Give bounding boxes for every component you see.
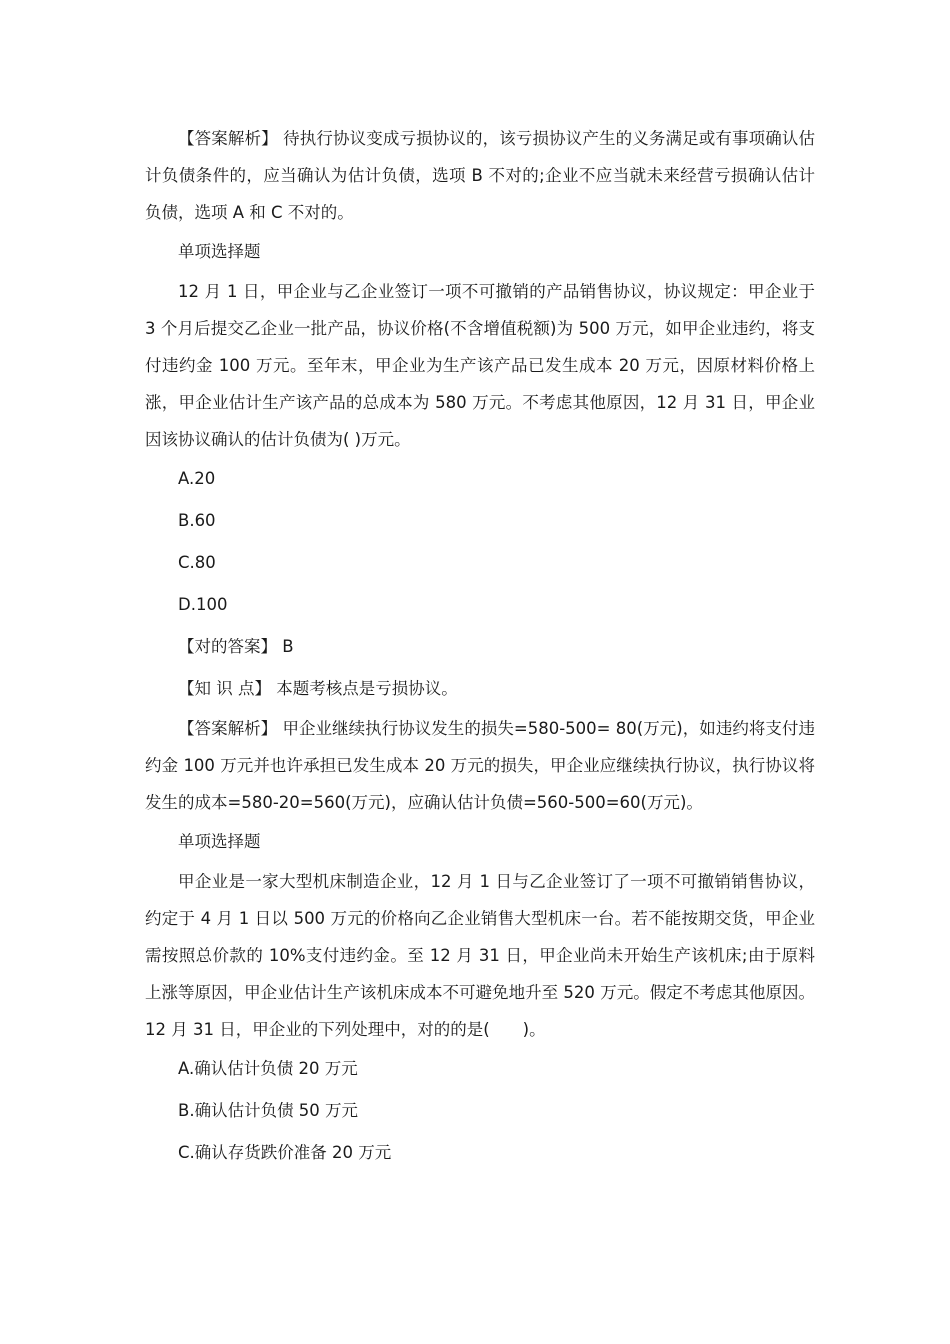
answer-analysis-paragraph: 【答案解析】 甲企业继续执行协议发生的损失=580-500= 80(万元)，如违约将支付违约金 100 万元并也许承担已发生成本 20 万元的损失，甲企业应继续执行协议，执行协议将发生的成本=580-20=560(万元)，应确认估计负债=560-500=60(万元)。 [145,719,815,812]
question-type-heading: 单项选择题 [178,832,261,851]
correct-answer: 【对的答案】 B [178,637,294,656]
answer-analysis-paragraph: 【答案解析】 待执行协议变成亏损协议的，该亏损协议产生的义务满足或有事项确认估计负债条件的，应当确认为估计负债，选项 B 不对的;企业不应当就未来经营亏损确认估计负债，选项 A 和 C 不对的。 [145,129,815,222]
question-type-heading: 单项选择题 [178,242,261,261]
knowledge-point: 【知 识 点】 本题考核点是亏损协议。 [178,679,458,698]
option-c: C.确认存货跌价准备 20 万元 [178,1143,392,1162]
option-b: B.60 [178,511,216,530]
option-c: C.80 [178,553,216,572]
option-a: A.20 [178,469,216,488]
question-stem-paragraph: 12 月 1 日，甲企业与乙企业签订一项不可撤销的产品销售协议，协议规定：甲企业于 3 个月后提交乙企业一批产品，协议价格(不含增值税额)为 500 万元，如甲企业违约，将支付违约金 100 万元。至年末，甲企业为生产该产品已发生成本 20 万元，因原材料价格上涨，甲企业估计生产该产品的总成本为 580 万元。不考虑其他原因，12 月 31 日，甲企业因该协议确认的估计负债为( )万元。 [145,282,815,449]
question-stem-paragraph: 甲企业是一家大型机床制造企业，12 月 1 日与乙企业签订了一项不可撤销销售协议，约定于 4 月 1 日以 500 万元的价格向乙企业销售大型机床一台。若不能按期交货，甲企业需按照总价款的 10%支付违约金。至 12 月 31 日，甲企业尚未开始生产该机床;由于原料上涨等原因，甲企业估计生产该机床成本不可避免地升至 520 万元。假定不考虑其他原因。12 月 31 日，甲企业的下列处理中，对的的是( )。 [145,872,815,1039]
option-d: D.100 [178,595,228,614]
option-a: A.确认估计负债 20 万元 [178,1059,358,1078]
document-body [145,120,815,1174]
option-b: B.确认估计负债 50 万元 [178,1101,359,1120]
